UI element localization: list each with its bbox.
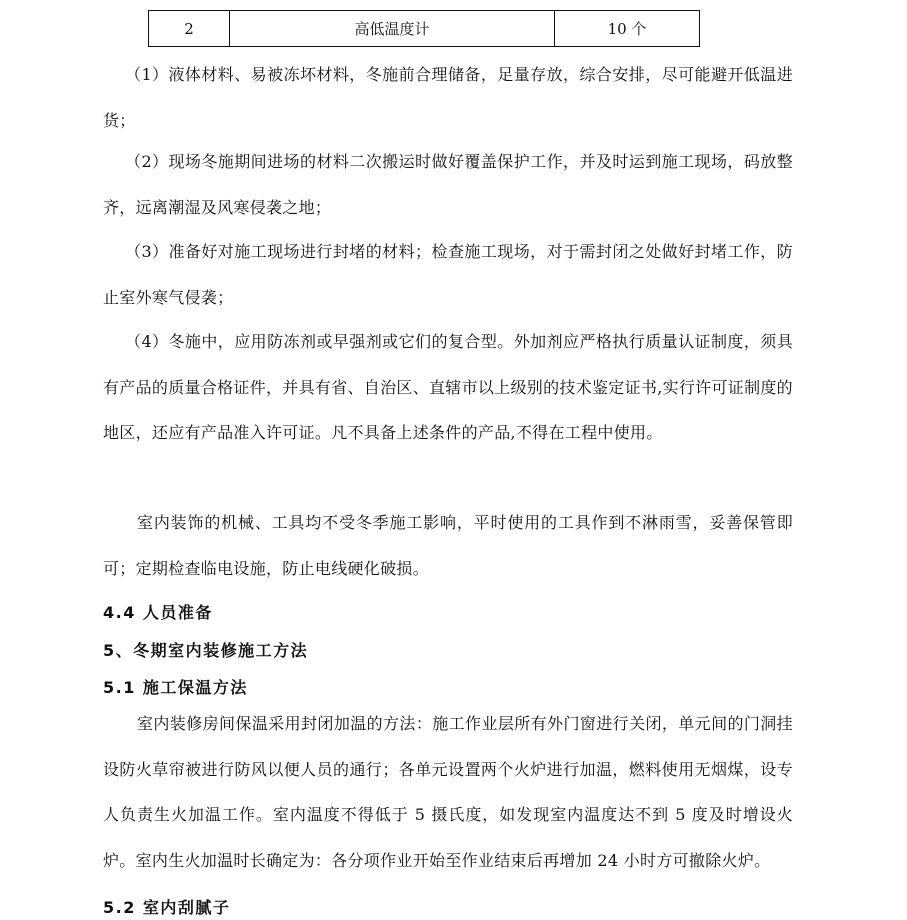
table-cell-quantity: 10 个: [555, 11, 700, 47]
paragraph-item-4: （4）冬施中，应用防冻剂或早强剂或它们的复合型。外加剂应严格执行质量认证制度，须具有产品的质量合格证件，并具有省、自治区、直辖市以上级别的技术鉴定证书,实行许可证制度的地区，还应有产品准入许可证。凡不具备上述条件的产品,不得在工程中使用。: [103, 332, 793, 442]
paragraph-tools: 室内装饰的机械、工具均不受冬季施工影响，平时使用的工具作到不淋雨雪，妥善保管即可；定期检查临电设施，防止电线硬化破损。: [103, 513, 793, 578]
table-cell-number: 2: [149, 11, 230, 47]
paragraph-item-2: （2）现场冬施期间进场的材料二次搬运时做好覆盖保护工作，并及时运到施工现场，码放整齐，远离潮湿及风寒侵袭之地；: [103, 152, 793, 217]
paragraph-item-3: （3）准备好对施工现场进行封堵的材料；检查施工现场，对于需封闭之处做好封堵工作，防止室外寒气侵袭；: [103, 242, 793, 307]
paragraph-item-1: （1）液体材料、易被冻坏材料，冬施前合理储备，足量存放，综合安排，尽可能避开低温进货；: [103, 65, 793, 130]
equipment-table: [148, 10, 700, 47]
table-cell-name: 高低温度计: [230, 11, 555, 47]
heading-4-4: 4.4 人员准备: [103, 603, 213, 622]
paragraph-insulation-method: 室内装修房间保温采用封闭加温的方法：施工作业层所有外门窗进行关闭，单元间的门洞挂设防火草帘被进行防风以便人员的通行；各单元设置两个火炉进行加温，燃料使用无烟煤，设专人负责生火加温工作。室内温度不得低于 5 摄氏度，如发现室内温度达不到 5 度及时增设火炉。室内生火加温时长确定为：各分项作业开始至作业结束后再增加 24 小时方可撤除火炉。: [103, 714, 793, 870]
table-row: [149, 11, 700, 47]
heading-5: 5、冬期室内装修施工方法: [103, 641, 309, 660]
heading-5-2: 5.2 室内刮腻子: [103, 898, 231, 917]
heading-5-1: 5.1 施工保温方法: [103, 678, 248, 697]
